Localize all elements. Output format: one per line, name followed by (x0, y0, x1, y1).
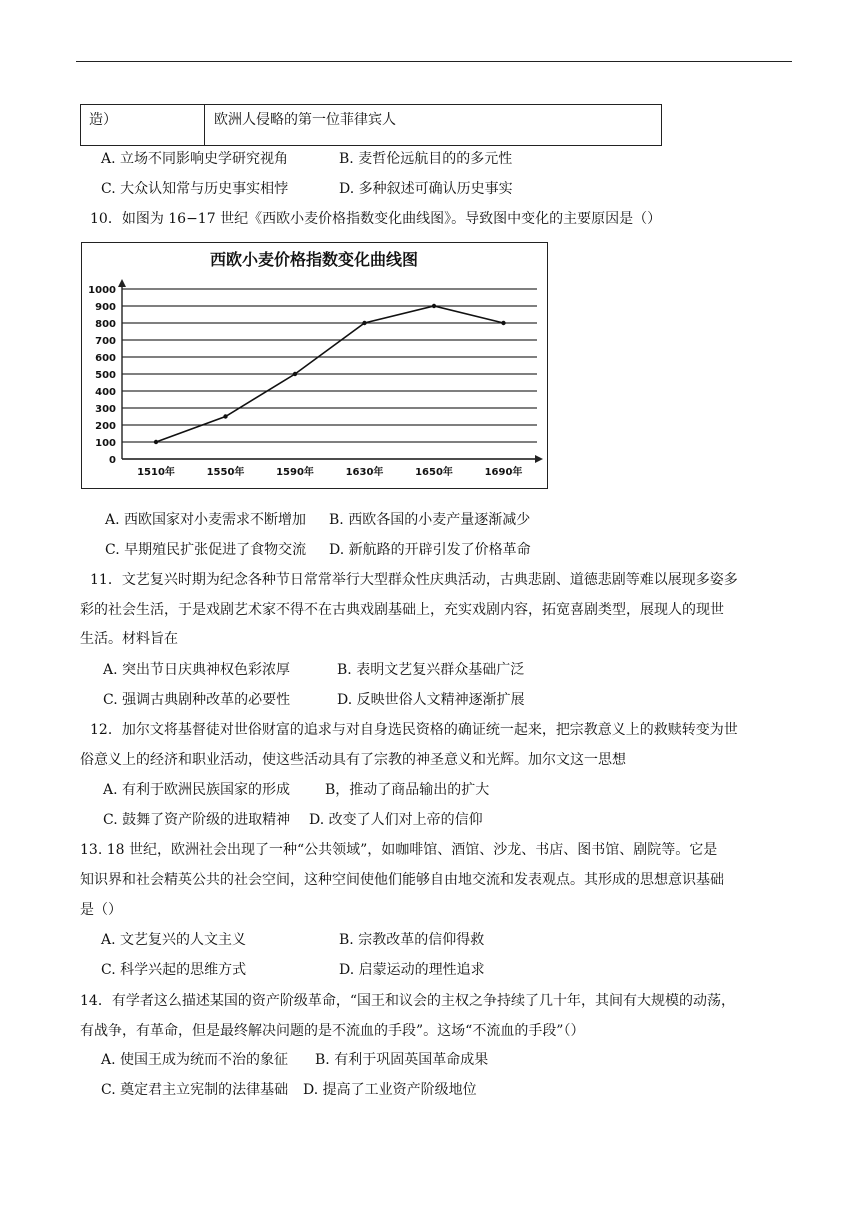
q10-option-a[interactable]: A. 西欧国家对小麦需求不断增加 (105, 512, 307, 528)
q14-option-a[interactable]: A. 使国王成为统而不治的象征 (101, 1052, 289, 1068)
table-cell-2-text: 欧洲人侵略的第一位菲律宾人 (214, 112, 396, 128)
y-axis-arrow (118, 279, 126, 287)
x-tick-label: 1590年 (276, 467, 314, 478)
chart-title: 西欧小麦价格指数变化曲线图 (209, 250, 419, 269)
q13-line-2: 知识界和社会精英公共的社会空间，这种空间使他们能够自由地交流和发表观点。其形成的思想意识基础 (80, 872, 724, 888)
q14-option-b[interactable]: B. 有利于巩固英国革命成果 (315, 1052, 489, 1068)
q14-line-1: 14．有学者这么描述某国的资产阶级革命，“国王和议会的主权之争持续了几十年，其间有大规模的动荡， (80, 993, 735, 1009)
answer-table (80, 104, 662, 146)
q12-option-c[interactable]: C. 鼓舞了资产阶级的进取精神 (103, 812, 291, 828)
q10-option-d[interactable]: D. 新航路的开辟引发了价格革命 (329, 542, 531, 558)
data-point (154, 440, 158, 444)
data-point (293, 372, 297, 376)
y-tick-label: 900 (95, 302, 116, 313)
x-tick-label: 1550年 (206, 467, 245, 478)
q11-option-c[interactable]: C. 强调古典剧种改革的必要性 (103, 692, 291, 708)
wheat-price-chart (81, 242, 548, 489)
q10-option-c[interactable]: C. 早期殖民扩张促进了食物交流 (105, 542, 307, 558)
y-tick-label: 200 (95, 421, 116, 432)
q12-line-1: 12．加尔文将基督徒对世俗财富的追求与对自身选民资格的确证统一起来，把宗教意义上的救赎转变为世 (90, 722, 738, 738)
q13-option-a[interactable]: A. 文艺复兴的人文主义 (101, 932, 247, 948)
q11-line-3: 生活。材料旨在 (80, 631, 178, 647)
x-tick-label: 1630年 (345, 467, 384, 478)
x-axis-arrow (535, 455, 543, 463)
q12-line-2: 俗意义上的经济和职业活动，使这些活动具有了宗教的神圣意义和光辉。加尔文这一思想 (80, 752, 626, 768)
q12-option-d[interactable]: D. 改变了人们对上帝的信仰 (309, 812, 483, 828)
y-tick-label: 400 (95, 387, 116, 398)
data-point (362, 321, 366, 325)
data-point (223, 414, 227, 418)
q13-option-b[interactable]: B. 宗教改革的信仰得救 (339, 932, 485, 948)
x-tick-label: 1650年 (415, 467, 453, 478)
y-tick-label: 800 (95, 319, 116, 330)
q10-stem: 10．如图为 16−17 世纪《西欧小麦价格指数变化曲线图》。导致图中变化的主要原因是（） (90, 211, 662, 227)
x-tick-label: 1510年 (137, 467, 175, 478)
data-point (501, 321, 505, 325)
y-tick-label: 0 (109, 455, 116, 466)
q12-option-a[interactable]: A. 有利于欧洲民族国家的形成 (103, 782, 291, 798)
data-point (432, 304, 436, 308)
header-rule (76, 61, 792, 62)
table-cell-1-text: 造） (89, 112, 117, 128)
y-tick-label: 100 (95, 438, 116, 449)
q9-option-b[interactable]: B. 麦哲伦远航目的的多元性 (339, 151, 513, 167)
q13-line-3: 是（） (80, 902, 122, 918)
q11-line-1: 11．文艺复兴时期为纪念各种节日常常举行大型群众性庆典活动，古典悲剧、道德悲剧等难以展现多姿多 (90, 572, 738, 588)
q13-line-1: 13. 18 世纪，欧洲社会出现了一种“公共领域”，如咖啡馆、酒馆、沙龙、书店、图书馆、剧院等。它是 (80, 842, 718, 858)
q12-option-b[interactable]: B，推动了商品输出的扩大 (325, 782, 490, 798)
y-tick-label: 500 (95, 370, 116, 381)
q13-option-c[interactable]: C. 科学兴起的思维方式 (101, 962, 247, 978)
y-tick-label: 700 (95, 336, 116, 347)
y-tick-label: 600 (95, 353, 116, 364)
y-tick-label: 300 (95, 404, 116, 415)
q9-option-d[interactable]: D. 多种叙述可确认历史事实 (339, 181, 513, 197)
x-tick-label: 1690年 (484, 467, 523, 478)
q14-line-2: 有战争，有革命，但是最终解决问题的是不流血的手段”。这场“不流血的手段”（） (80, 1023, 585, 1039)
chart-canvas (82, 243, 547, 488)
q11-option-d[interactable]: D. 反映世俗人文精神逐渐扩展 (337, 692, 525, 708)
q13-option-d[interactable]: D. 启蒙运动的理性追求 (339, 962, 485, 978)
q11-option-a[interactable]: A. 突出节日庆典神权色彩浓厚 (103, 662, 291, 678)
q11-line-2: 彩的社会生活，于是戏剧艺术家不得不在古典戏剧基础上，充实戏剧内容，拓宽喜剧类型，展现人的现世 (80, 602, 724, 618)
q9-option-c[interactable]: C. 大众认知常与历史事实相悖 (101, 181, 289, 197)
q10-option-b[interactable]: B. 西欧各国的小麦产量逐渐减少 (329, 512, 531, 528)
y-tick-label: 1000 (88, 285, 116, 296)
q11-option-b[interactable]: B. 表明文艺复兴群众基础广泛 (337, 662, 525, 678)
q14-option-c[interactable]: C. 奠定君主立宪制的法律基础 (101, 1082, 289, 1098)
q14-option-d[interactable]: D. 提高了工业资产阶级地位 (303, 1082, 477, 1098)
q9-option-a[interactable]: A. 立场不同影响史学研究视角 (101, 151, 289, 167)
